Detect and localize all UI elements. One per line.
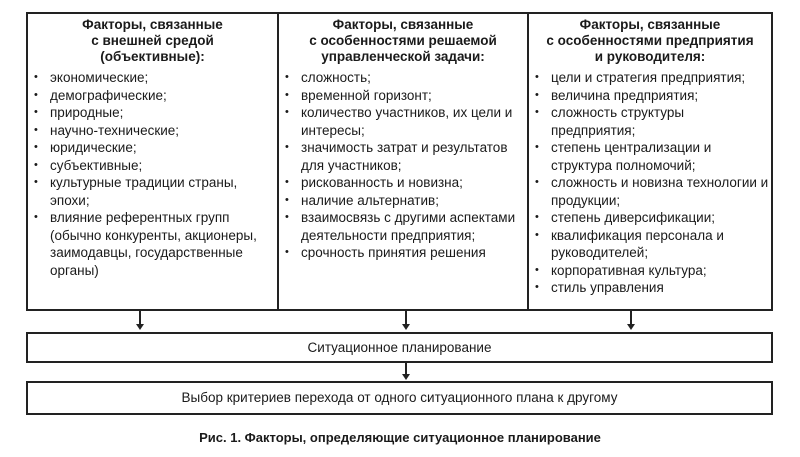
title-line: с особенностями предприятия [546, 33, 754, 48]
list-item: • срочность принятия решения [279, 244, 527, 262]
title-line: и руководителя: [594, 49, 706, 64]
column-task-title [279, 12, 527, 65]
list-item: • экономические; [28, 69, 277, 87]
list-item: • влияние референтных групп (обычно конкуренты, акционеры, заимодавцы, государственные органы) [28, 209, 277, 279]
situational-planning-box [26, 332, 773, 363]
list-item: • сложность структуры предприятия; [529, 104, 771, 139]
arrow-line-col1 [139, 311, 141, 325]
arrow-head-col1 [136, 324, 144, 330]
title-line: Факторы, связанные [332, 17, 474, 32]
title-line: управленческой задачи: [321, 49, 485, 64]
list-item: • цели и стратегия предприятия; [529, 69, 771, 87]
list-item: • рискованность и новизна; [279, 174, 527, 192]
list-item: • сложность; [279, 69, 527, 87]
list-item: • временной горизонт; [279, 87, 527, 105]
title-line: с особенностями решаемой [309, 33, 497, 48]
criteria-selection-label: Выбор критериев перехода от одного ситуационного плана к другому [181, 390, 618, 405]
figure-caption: Рис. 1. Факторы, определяющие ситуационное планирование [199, 430, 601, 445]
list-item: • наличие альтернатив; [279, 192, 527, 210]
arrow-head-middle [402, 374, 410, 380]
task-factors-list [279, 69, 527, 262]
list-item: • квалификация персонала и руководителей; [529, 227, 771, 262]
list-item: • демографические; [28, 87, 277, 105]
enterprise-factors-list [529, 69, 771, 297]
list-item: • значимость затрат и результатов для участников; [279, 139, 527, 174]
list-item: • взаимосвязь с другими аспектами деятельности предприятия; [279, 209, 527, 244]
column-enterprise-title [529, 12, 771, 65]
column-task-factors [279, 12, 527, 311]
list-item: • научно-технические; [28, 122, 277, 140]
column-external-title [28, 12, 277, 65]
list-item: • природные; [28, 104, 277, 122]
list-item: • количество участников, их цели и интересы; [279, 104, 527, 139]
situational-planning-label: Ситуационное планирование [307, 340, 492, 355]
list-item: • степень диверсификации; [529, 209, 771, 227]
title-line: (объективные): [100, 49, 205, 64]
list-item: • культурные традиции страны, эпохи; [28, 174, 277, 209]
arrow-head-col2 [402, 324, 410, 330]
external-factors-list [28, 69, 277, 279]
list-item: • сложность и новизна технологии и продукции; [529, 174, 771, 209]
column-external-factors [28, 12, 277, 311]
list-item: • величина предприятия; [529, 87, 771, 105]
title-line: с внешней средой [91, 33, 214, 48]
arrow-line-col3 [630, 311, 632, 325]
list-item: • субъективные; [28, 157, 277, 175]
arrow-line-col2 [405, 311, 407, 325]
title-line: Факторы, связанные [579, 17, 721, 32]
list-item: • стиль управления [529, 279, 771, 297]
title-line: Факторы, связанные [82, 17, 223, 32]
list-item: • юридические; [28, 139, 277, 157]
criteria-selection-box [26, 381, 773, 415]
list-item: • корпоративная культура; [529, 262, 771, 280]
column-enterprise-factors [529, 12, 771, 311]
list-item: • степень централизации и структура полномочий; [529, 139, 771, 174]
arrow-head-col3 [627, 324, 635, 330]
